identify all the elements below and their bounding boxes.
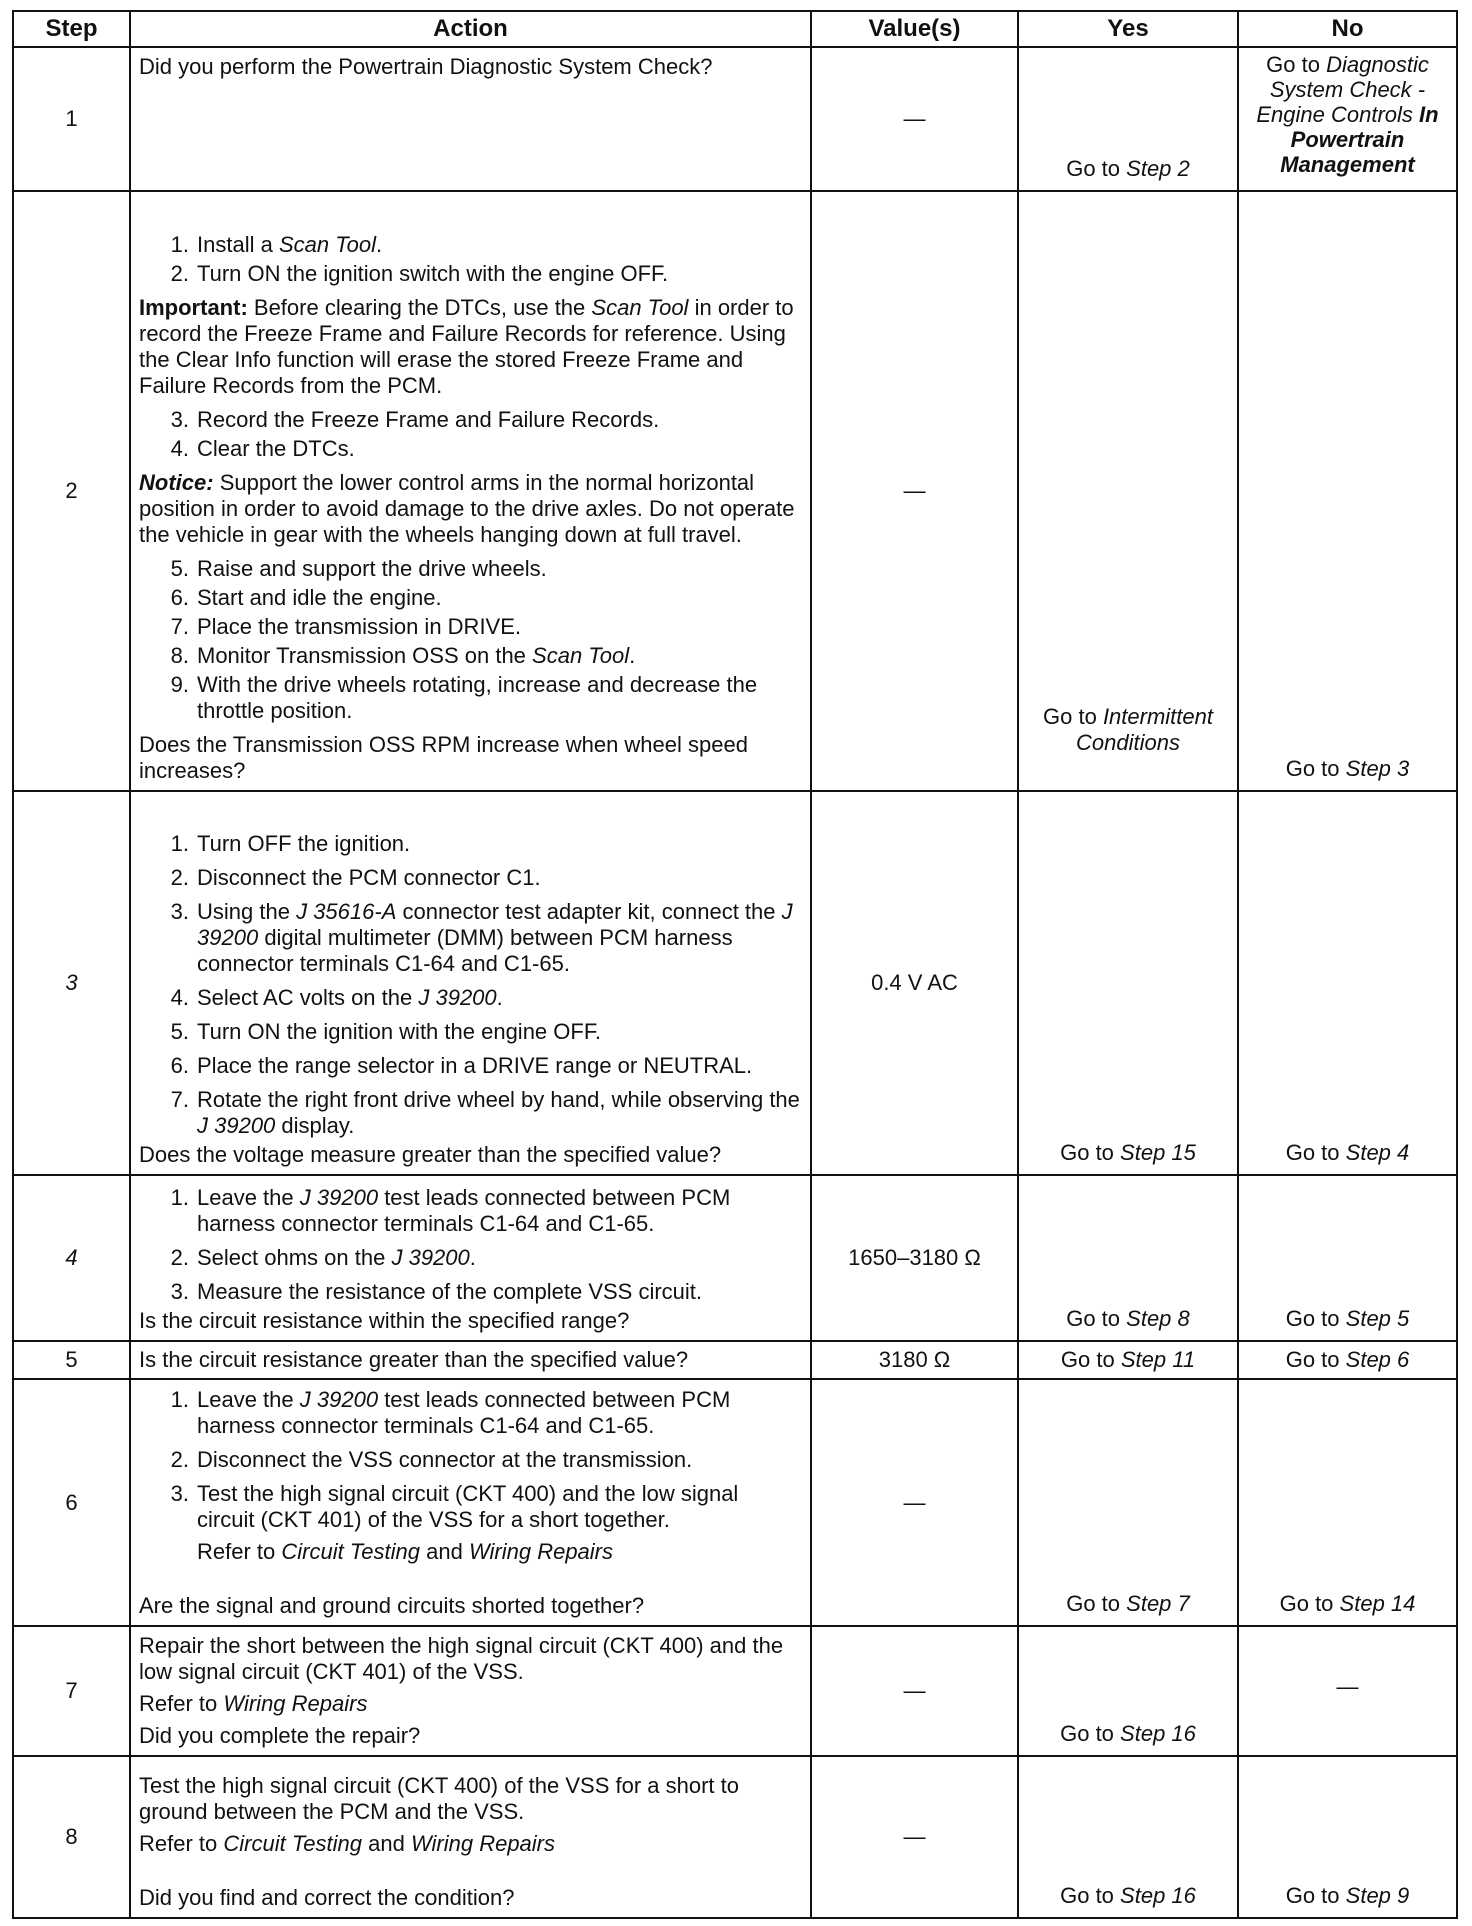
yes-step-link[interactable]: Step 15	[1120, 1140, 1196, 1165]
action-cell	[130, 1626, 811, 1756]
note-text: in order to record the Freeze Frame and Failure Records for reference. Using the Clear Info function will erase the stored Freeze Frame and Failure Records from the PCM.	[139, 295, 794, 398]
yes-step-link[interactable]: Step 11	[1120, 1347, 1196, 1372]
list-item: 9. With the drive wheels rotating, increase and decrease the throttle position.	[170, 672, 758, 723]
table-row	[13, 1175, 1457, 1341]
list-item: 2. Disconnect the VSS connector at the transmission.	[170, 1447, 693, 1472]
item-text: Leave the	[197, 1387, 294, 1412]
go-to-label: Go to	[1066, 156, 1121, 181]
action-cell	[130, 1756, 811, 1918]
spacer	[139, 1859, 800, 1883]
question-text: Are the signal and ground circuits shorted together?	[139, 1593, 645, 1618]
refer-label: Refer to	[139, 1691, 218, 1716]
important-note	[139, 295, 800, 399]
go-to-label: Go to	[1285, 1347, 1340, 1372]
tool-ref: J 39200	[299, 1185, 379, 1210]
action-cell	[130, 1379, 811, 1626]
tool-ref: J 39200	[391, 1245, 470, 1270]
no-step-link[interactable]: Step 14	[1339, 1591, 1416, 1616]
circuit-testing-link[interactable]: Circuit Testing	[281, 1539, 420, 1564]
list-item: 8. Monitor Transmission OSS on the Scan Tool.	[170, 643, 636, 668]
note-text: Before clearing the DTCs, use the	[253, 295, 586, 320]
item-text: .	[376, 232, 383, 257]
go-to-label: Go to	[1060, 1347, 1115, 1372]
value-cell: —	[811, 47, 1018, 191]
wiring-repairs-link[interactable]: Wiring Repairs	[410, 1831, 556, 1856]
refer-label: Refer to	[139, 1831, 218, 1856]
question-text: Is the circuit resistance within the specified range?	[139, 1308, 630, 1333]
list-item: 3. Measure the resistance of the complete VSS circuit.	[170, 1279, 703, 1304]
item-text: Select AC volts on the	[197, 985, 413, 1010]
list-item: 3. Using the J 35616-A connector test adapter kit, connect the J 39200 digital multimeter (DMM) between PCM harness connector terminals C1-64 and C1-65.	[170, 899, 793, 976]
item-text: Leave the	[197, 1185, 294, 1210]
notice-note	[139, 470, 800, 548]
yes-cell	[1018, 1341, 1238, 1379]
and-label: and	[368, 1831, 405, 1856]
item-text: .	[496, 985, 503, 1010]
header-values: Value(s)	[811, 11, 1018, 47]
go-to-label: Go to	[1285, 1883, 1340, 1908]
reference-line	[139, 1539, 800, 1565]
item-text: Measure the resistance of the complete VSS circuit.	[197, 1279, 703, 1304]
action-cell	[130, 791, 811, 1175]
item-text: With the drive wheels rotating, increase and decrease the throttle position.	[197, 672, 758, 723]
tool-ref: J 39200	[418, 985, 497, 1010]
no-cell	[1238, 1341, 1457, 1379]
list-item: 6. Place the range selector in a DRIVE range or NEUTRAL.	[170, 1053, 753, 1078]
question-text: Did you find and correct the condition?	[139, 1885, 515, 1910]
important-label: Important:	[139, 295, 248, 320]
step-number: 7	[13, 1626, 130, 1756]
list-item: 7. Rotate the right front drive wheel by hand, while observing the J 39200 display.	[170, 1087, 800, 1138]
action-cell	[130, 1341, 811, 1379]
table-row	[13, 1379, 1457, 1626]
note-text: Support the lower control arms in the normal horizontal position in order to avoid damage to the drive axles. Do not operate the vehicle in gear with the wheels hanging down at full travel.	[139, 470, 795, 547]
diagnostic-table	[12, 10, 1458, 1919]
step-number: 3	[13, 791, 130, 1175]
header-yes: Yes	[1018, 11, 1238, 47]
action-cell	[130, 1175, 811, 1341]
list-item: 7. Place the transmission in DRIVE.	[170, 614, 522, 639]
step-number: 6	[13, 1379, 130, 1626]
item-text: Disconnect the PCM connector C1.	[197, 865, 541, 890]
no-link-powertrain-management[interactable]: In Powertrain Management	[1280, 102, 1439, 177]
question-text: Did you perform the Powertrain Diagnostic System Check?	[139, 54, 713, 79]
wiring-repairs-link[interactable]: Wiring Repairs	[468, 1539, 614, 1564]
step-number: 8	[13, 1756, 130, 1918]
yes-step-link[interactable]: Step 16	[1120, 1721, 1196, 1746]
diagnostic-table-page	[12, 10, 1456, 1919]
go-to-label: Go to	[1066, 1591, 1121, 1616]
item-text: Turn OFF the ignition.	[197, 831, 411, 856]
item-text: test leads connected between PCM harness connector terminals C1-64 and C1-65.	[197, 1185, 731, 1236]
go-to-label: Go to	[1060, 1883, 1114, 1908]
yes-step-link[interactable]: Step 16	[1120, 1883, 1196, 1908]
question-text: Did you complete the repair?	[139, 1723, 421, 1748]
no-step-link[interactable]: Step 3	[1345, 756, 1410, 781]
go-to-label: Go to	[1285, 1306, 1340, 1331]
item-text: Place the transmission in DRIVE.	[197, 614, 522, 639]
item-text: Monitor Transmission OSS on the	[197, 643, 526, 668]
refer-label: Refer to	[197, 1539, 276, 1564]
list-item: 3. Test the high signal circuit (CKT 400) and the low signal circuit (CKT 401) of the VSS for a short together.	[170, 1481, 739, 1532]
no-cell	[1238, 1756, 1457, 1918]
value-cell: —	[811, 1379, 1018, 1626]
no-step-link[interactable]: Step 4	[1345, 1140, 1410, 1165]
list-item: 3. Record the Freeze Frame and Failure Records.	[170, 407, 660, 432]
list-item: 1. Leave the J 39200 test leads connected between PCM harness connector terminals C1-64 and C1-65.	[170, 1387, 731, 1438]
list-item: 1. Install a Scan Tool.	[170, 232, 383, 257]
value-cell: —	[811, 1756, 1018, 1918]
yes-cell	[1018, 191, 1238, 791]
tool-ref: Scan Tool	[591, 295, 689, 320]
go-to-label: Go to	[1266, 52, 1320, 77]
no-step-link[interactable]: Step 9	[1345, 1883, 1410, 1908]
go-to-label: Go to	[1285, 1140, 1340, 1165]
table-row	[13, 47, 1457, 191]
yes-link-intermittent-conditions[interactable]: Intermittent Conditions	[1076, 704, 1213, 755]
header-step: Step	[13, 11, 130, 47]
table-row	[13, 791, 1457, 1175]
step-number: 4	[13, 1175, 130, 1341]
action-cell	[130, 191, 811, 791]
item-text: Turn ON the ignition switch with the engine OFF.	[197, 261, 669, 286]
reference-line	[139, 1691, 800, 1717]
no-link-diagnostic-system-check[interactable]: Diagnostic System Check - Engine Controls	[1256, 52, 1429, 127]
no-cell	[1238, 191, 1457, 791]
item-text: Record the Freeze Frame and Failure Records.	[197, 407, 660, 432]
item-text: test leads connected between PCM harness connector terminals C1-64 and C1-65.	[197, 1387, 731, 1438]
table-row	[13, 1626, 1457, 1756]
tool-ref: Scan Tool	[278, 232, 376, 257]
list-item: 2. Disconnect the PCM connector C1.	[170, 865, 541, 890]
value-cell: —	[811, 1626, 1018, 1756]
action-text: Test the high signal circuit (CKT 400) of the VSS for a short to ground between the PCM and the VSS.	[139, 1773, 739, 1824]
tool-ref: J 39200	[197, 899, 793, 950]
go-to-label: Go to	[1043, 704, 1097, 729]
and-label: and	[426, 1539, 463, 1564]
no-cell	[1238, 1175, 1457, 1341]
item-text: connector test adapter kit, connect the	[402, 899, 776, 924]
item-text: Select ohms on the	[197, 1245, 386, 1270]
list-item: 5. Raise and support the drive wheels.	[170, 556, 547, 581]
item-text: Rotate the right front drive wheel by hand, while observing the	[197, 1087, 800, 1112]
question-text: Is the circuit resistance greater than the specified value?	[139, 1347, 689, 1372]
list-item: 2. Select ohms on the J 39200.	[170, 1245, 476, 1270]
step-number: 1	[13, 47, 130, 191]
list-item: 5. Turn ON the ignition with the engine OFF.	[170, 1019, 601, 1044]
item-text: Turn ON the ignition with the engine OFF.	[197, 1019, 601, 1044]
action-text: Repair the short between the high signal circuit (CKT 400) and the low signal circuit (CKT 401) of the VSS.	[139, 1633, 784, 1684]
list-item: 1. Turn OFF the ignition.	[170, 831, 411, 856]
tool-ref: Scan Tool	[532, 643, 630, 668]
action-cell	[130, 47, 811, 191]
value-cell: 1650–3180 Ω	[811, 1175, 1018, 1341]
notice-label: Notice:	[139, 470, 214, 495]
circuit-testing-link[interactable]: Circuit Testing	[223, 1831, 362, 1856]
tool-ref: J 39200	[299, 1387, 379, 1412]
list-item: 4. Clear the DTCs.	[170, 436, 355, 461]
question-text: Does the voltage measure greater than the specified value?	[139, 1142, 722, 1167]
value-cell: 3180 Ω	[811, 1341, 1018, 1379]
item-text: Clear the DTCs.	[197, 436, 355, 461]
value-cell: 0.4 V AC	[811, 791, 1018, 1175]
header-no: No	[1238, 11, 1457, 47]
no-cell	[1238, 1379, 1457, 1626]
no-cell: —	[1238, 1626, 1457, 1756]
table-row	[13, 1341, 1457, 1379]
reference-line	[139, 1831, 800, 1857]
no-step-link[interactable]: Step 5	[1345, 1306, 1410, 1331]
no-cell	[1238, 791, 1457, 1175]
no-step-link[interactable]: Step 6	[1345, 1347, 1410, 1372]
yes-cell	[1018, 47, 1238, 191]
item-text: .	[469, 1245, 476, 1270]
list-item: 6. Start and idle the engine.	[170, 585, 442, 610]
value-cell: —	[811, 191, 1018, 791]
question-text: Does the Transmission OSS RPM increase when wheel speed increases?	[139, 732, 748, 783]
go-to-label: Go to	[1060, 1140, 1114, 1165]
go-to-label: Go to	[1060, 1721, 1114, 1746]
yes-cell	[1018, 791, 1238, 1175]
list-item: 1. Leave the J 39200 test leads connected between PCM harness connector terminals C1-64 and C1-65.	[170, 1185, 731, 1236]
go-to-label: Go to	[1066, 1306, 1121, 1331]
item-text: .	[629, 643, 636, 668]
yes-cell	[1018, 1175, 1238, 1341]
spacer	[139, 1567, 800, 1591]
wiring-repairs-link[interactable]: Wiring Repairs	[223, 1691, 368, 1716]
go-to-label: Go to	[1279, 1591, 1334, 1616]
tool-ref: J 39200	[197, 1113, 276, 1138]
go-to-label: Go to	[1285, 756, 1340, 781]
item-text: Test the high signal circuit (CKT 400) and the low signal circuit (CKT 401) of the VSS for a short together.	[197, 1481, 739, 1532]
yes-cell	[1018, 1626, 1238, 1756]
item-text: Using the	[197, 899, 290, 924]
item-text: Place the range selector in a DRIVE range or NEUTRAL.	[197, 1053, 753, 1078]
item-text: Raise and support the drive wheels.	[197, 556, 547, 581]
step-number: 5	[13, 1341, 130, 1379]
header-action: Action	[130, 11, 811, 47]
item-text: digital multimeter (DMM) between PCM harness connector terminals C1-64 and C1-65.	[197, 925, 733, 976]
yes-step-link[interactable]: Step 2	[1126, 156, 1190, 181]
list-item: 2. Turn ON the ignition switch with the engine OFF.	[170, 261, 669, 286]
header-row	[13, 11, 1457, 47]
step-number: 2	[13, 191, 130, 791]
item-text: display.	[281, 1113, 355, 1138]
yes-cell	[1018, 1379, 1238, 1626]
list-item: 4. Select AC volts on the J 39200.	[170, 985, 503, 1010]
tool-ref: J 35616-A	[296, 899, 397, 924]
yes-step-link[interactable]: Step 8	[1126, 1306, 1190, 1331]
table-row	[13, 191, 1457, 791]
yes-step-link[interactable]: Step 7	[1126, 1591, 1190, 1616]
item-text: Install a	[197, 232, 273, 257]
item-text: Start and idle the engine.	[197, 585, 442, 610]
no-cell	[1238, 47, 1457, 191]
table-row	[13, 1756, 1457, 1918]
item-text: Disconnect the VSS connector at the transmission.	[197, 1447, 693, 1472]
yes-cell	[1018, 1756, 1238, 1918]
